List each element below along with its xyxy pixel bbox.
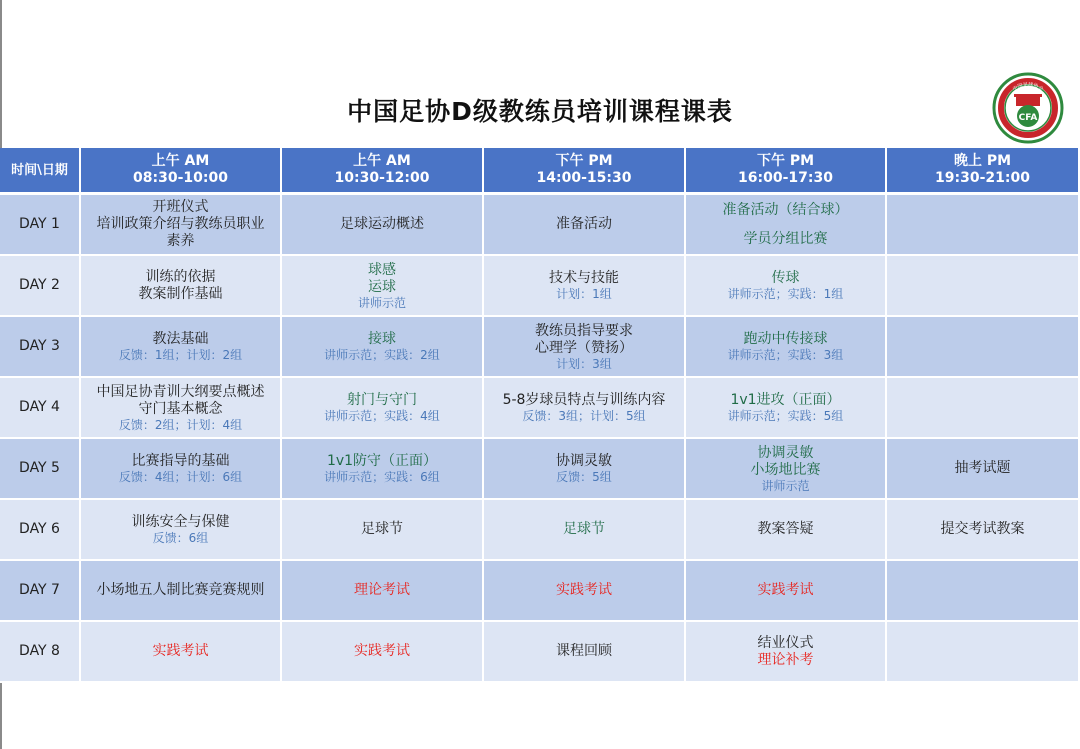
table-row [0,378,1080,439]
schedule-cell [81,256,282,317]
header-col [81,148,282,195]
schedule-cell [282,317,484,378]
cell-line: 理论考试 [354,582,410,598]
cell-line: 守门基本概念 [138,400,223,417]
cell-line: 球感 [368,261,396,278]
table-row [0,500,1080,561]
schedule-cell [887,317,1080,378]
cell-line: 协调灵敏 [556,453,612,469]
schedule-cell [484,622,686,683]
schedule-cell [686,256,887,317]
cell-line: 小场地比赛 [750,461,821,478]
schedule-cell [484,561,686,622]
header-row [0,148,1080,195]
cfa-logo-icon [992,72,1064,144]
schedule-cell [484,378,686,439]
day-label: DAY 4 [0,378,81,439]
cell-note: 讲师示范 [761,478,810,493]
header-time: 10:30-12:00 [334,170,430,186]
day-label: DAY 5 [0,439,81,500]
cell-line: 传球 [771,270,800,286]
cell-line: 教案制作基础 [138,285,223,302]
logo-text: CFA [1018,113,1038,123]
table-row [0,622,1080,683]
schedule-cell [887,195,1080,256]
schedule-cell [282,500,484,561]
schedule-table [0,148,1080,683]
day-label: DAY 7 [0,561,81,622]
header-col [686,148,887,195]
cell-note: 反馈：1组；计划：2组 [118,348,243,362]
table-row [0,195,1080,256]
schedule-cell [282,561,484,622]
cell-line: 素养 [166,233,195,249]
day-label: DAY 2 [0,256,81,317]
schedule-cell [484,195,686,256]
schedule-cell [81,378,282,439]
cell-line: 实践考试 [757,582,814,598]
day-label: DAY 1 [0,195,81,256]
cell-line: 接球 [368,331,396,347]
cell-line: 中国足协青训大纲要点概述 [96,383,265,400]
schedule-cell [282,378,484,439]
cell-line: 教法基础 [152,331,209,347]
cell-line: 心理学（赞扬） [535,339,633,356]
cell-note: 反馈：3组；计划：5组 [522,409,646,423]
cell-note: 讲师示范；实践：5组 [727,409,844,423]
cell-line: 课程回顾 [556,643,612,659]
logo-ring-text: 中国足球协会 [1011,81,1045,93]
cell-line: 开班仪式 [152,199,209,215]
schedule-body [0,195,1080,683]
schedule-cell [887,378,1080,439]
day-label: DAY 6 [0,500,81,561]
schedule-cell [686,439,887,500]
schedule-cell [81,561,282,622]
cell-line: 实践考试 [354,643,410,659]
cell-line: 运球 [368,278,396,295]
cell-line: 跑动中传接球 [743,331,828,347]
header-time: 08:30-10:00 [133,170,228,186]
cell-line: 教案答疑 [757,521,814,537]
table-row [0,439,1080,500]
cell-line: 足球节 [361,521,403,537]
schedule-cell [686,561,887,622]
page-title: 中国足协D级教练员培训课程课表 [347,97,733,126]
schedule-cell [686,378,887,439]
cell-line: 准备活动 [556,216,612,232]
header-period: 上午 AM [151,153,210,169]
cell-note: 反馈：4组；计划：6组 [118,470,243,484]
schedule-cell [686,500,887,561]
header-period: 晚上 PM [953,153,1012,169]
cell-line: 训练安全与保健 [131,514,230,530]
cell-line: 提交考试教案 [940,521,1025,537]
header-period: 上午 AM [353,153,411,169]
table-row [0,561,1080,622]
header-col [484,148,686,195]
header-time: 16:00-17:30 [738,170,833,186]
cell-line: 1v1防守（正面） [326,453,438,469]
schedule-cell [484,439,686,500]
header-col [282,148,484,195]
schedule-cell [282,439,484,500]
schedule-cell [887,561,1080,622]
cell-line: 理论补考 [757,651,814,668]
cell-line: 比赛指导的基础 [131,453,230,469]
schedule-cell [686,317,887,378]
cell-note: 反馈：2组；计划：4组 [118,417,243,432]
cell-note: 反馈：5组 [556,470,612,484]
cell-note: 反馈：6组 [152,531,209,545]
schedule-cell [887,500,1080,561]
cell-note: 计划：3组 [556,356,612,371]
schedule-cell [686,195,887,256]
header-period: 下午 PM [555,153,613,169]
cell-note: 讲师示范；实践：1组 [727,287,844,301]
day-label: DAY 8 [0,622,81,683]
table-row [0,256,1080,317]
header-period: 下午 PM [756,153,815,169]
cell-note: 讲师示范 [357,295,406,310]
schedule-cell [887,256,1080,317]
schedule-cell [887,622,1080,683]
cell-note: 讲师示范；实践：4组 [324,409,440,423]
header-time: 19:30-21:00 [935,170,1030,186]
schedule-cell [81,439,282,500]
cell-line: 小场地五人制比赛竞赛规则 [96,582,265,598]
cell-line: 培训政策介绍与教练员职业 [96,216,265,232]
cell-line: 训练的依据 [145,268,216,285]
cell-line: 协调灵敏 [757,444,814,461]
cell-line: 实践考试 [152,643,209,659]
cell-line: 教练员指导要求 [535,322,633,339]
schedule-cell [484,256,686,317]
cell-line: 1v1进攻（正面） [730,392,841,408]
cell-note: 讲师示范；实践：2组 [324,348,440,362]
cell-line: 5-8岁球员特点与训练内容 [502,392,666,408]
cell-line: 足球运动概述 [340,216,424,232]
schedule-cell [686,622,887,683]
schedule-cell [484,317,686,378]
day-label: DAY 3 [0,317,81,378]
header-corner: 时间\日期 [0,148,81,195]
cell-note: 讲师示范；实践：3组 [727,348,844,362]
cell-line: 足球节 [563,521,605,537]
cell-line: 学员分组比赛 [743,230,828,247]
schedule-cell [81,622,282,683]
schedule-cell [282,256,484,317]
cell-line [690,219,881,231]
schedule-cell [282,195,484,256]
cell-note: 讲师示范；实践：6组 [324,470,440,484]
schedule-cell [887,439,1080,500]
schedule-cell [81,500,282,561]
cell-line: 抽考试题 [954,460,1011,476]
cell-line: 技术与技能 [549,270,619,286]
schedule-cell [484,500,686,561]
schedule-cell [81,195,282,256]
header-time: 14:00-15:30 [536,170,632,186]
cell-note: 计划：1组 [556,287,612,301]
cell-line: 准备活动（结合球） [722,201,849,218]
header-col [887,148,1080,195]
schedule-cell [81,317,282,378]
cell-line: 实践考试 [556,582,612,598]
table-row [0,317,1080,378]
cell-line: 射门与守门 [347,392,417,408]
schedule-cell [282,622,484,683]
cell-line: 结业仪式 [757,634,814,651]
